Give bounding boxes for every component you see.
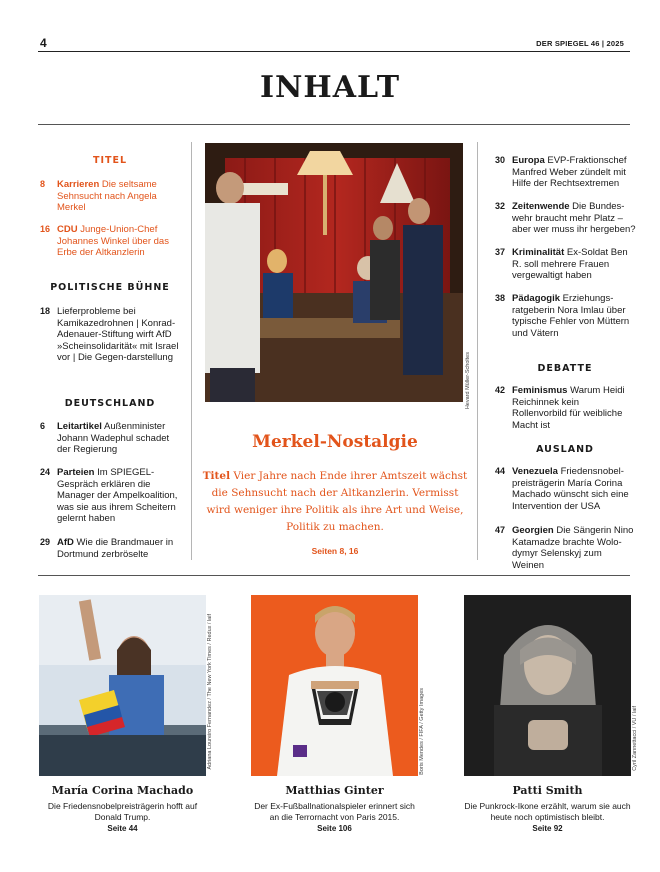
- bottom-rule: [38, 575, 630, 576]
- toc-entry[interactable]: [495, 293, 635, 341]
- machado-photo[interactable]: [39, 595, 206, 776]
- feature-pages[interactable]: Seiten 8, 16: [311, 546, 359, 556]
- caption-name[interactable]: María Corina Machado: [51, 784, 194, 797]
- toc-entry[interactable]: [40, 306, 180, 378]
- toc-entry-page: 44: [495, 466, 506, 476]
- toc-entry[interactable]: [495, 201, 635, 237]
- toc-entry-text: Wie die Brandmauer in Dortmund zerbröselte: [57, 537, 174, 560]
- section-heading-deutschland: DEUTSCHLAND: [64, 398, 156, 409]
- toc-entry-keyword: Europa: [512, 155, 545, 166]
- photo-credit: Hevard Müller-Scholtes: [465, 352, 471, 410]
- toc-entry-page: 47: [495, 525, 506, 535]
- toc-entry-text: Lieferprobleme bei Kamikazedrohnen | Konrad-Adenauer-Stiftung wirft AfD »Scheinsolidarität« mit Israel vor | Die Gegen-darstellung: [57, 306, 179, 364]
- page-number: 4: [40, 36, 47, 50]
- toc-entry[interactable]: [495, 155, 635, 191]
- toc-entry-text: Erziehungs-ratgeberin Nora Imlau über typische Fehler von Müttern und Vätern: [512, 293, 630, 339]
- section-heading-titel: TITEL: [92, 155, 128, 166]
- feature-photo[interactable]: [205, 143, 463, 402]
- toc-entry-page: 16: [40, 224, 51, 234]
- toc-entry-text: Außenminister Johann Wadephul schadet der Regierung: [57, 421, 170, 456]
- toc-entry[interactable]: [40, 179, 180, 215]
- toc-entry-page: 8: [40, 179, 46, 189]
- toc-entry-keyword: Georgien: [512, 525, 554, 536]
- toc-entry-keyword: Parteien: [57, 467, 95, 478]
- toc-entry-keyword: Feminismus: [512, 385, 568, 396]
- caption-page[interactable]: Seite 106: [317, 824, 352, 833]
- caption-name[interactable]: Patti Smith: [512, 784, 583, 797]
- toc-entry-text: EVP-Fraktionschef Manfred Weber zündelt mit Hilfe der Rechtsextremen: [512, 155, 627, 190]
- toc-entry-page: 37: [495, 247, 506, 257]
- toc-entry[interactable]: [495, 385, 635, 431]
- caption-description: Der Ex-Fußballnationalspieler erinnert sich an die Terrornacht von Paris 2015.: [254, 801, 415, 822]
- toc-entry-page: 6: [40, 421, 46, 431]
- caption-name[interactable]: Matthias Ginter: [285, 784, 384, 797]
- toc-entry-keyword: Karrieren: [57, 179, 100, 190]
- toc-entry-keyword: Venezuela: [512, 466, 558, 477]
- toc-entry-page: 24: [40, 467, 51, 477]
- section-heading-debatte: DEBATTE: [537, 363, 593, 374]
- caption-description: Die Punkrock-Ikone erzählt, warum sie auch heute noch optimistisch bleibt.: [464, 801, 631, 822]
- toc-entry-text: Junge-Union-Chef Johannes Winkel über das Erbe der Altkanzlerin: [57, 224, 169, 259]
- toc-entry-page: 38: [495, 293, 506, 303]
- patti-smith-photo[interactable]: [464, 595, 631, 776]
- toc-entry[interactable]: [40, 421, 180, 457]
- ginter-image: [251, 595, 418, 776]
- merkel-scene-image: [205, 143, 463, 402]
- caption-page[interactable]: Seite 44: [107, 824, 138, 833]
- toc-entry-keyword: Kriminalität: [512, 247, 565, 258]
- toc-entry-text: Im SPIEGEL-Gespräch erklären die Manager der Ampelkoalition, was sie aus ihrem Scheitern gelernt haben: [57, 467, 178, 525]
- feature-teaser: [200, 468, 470, 536]
- photo-credit: Adriana Loureiro Fernandez / The New York Times / Redux / laif: [207, 614, 213, 770]
- toc-entry-keyword: CDU: [57, 224, 78, 235]
- feature-text: Vier Jahre nach Ende ihrer Amtszeit wächst die Sehnsucht nach der Altkanzlerin. Vermisst wird weniger ihre Politik als ihre Art und Weise, Politik zu machen.: [206, 470, 468, 533]
- toc-entry-text: Die Sängerin Nino Katamadze brachte Wolo-dymyr Selenskyj zum Weinen: [512, 525, 634, 571]
- ginter-photo[interactable]: [251, 595, 418, 776]
- toc-entry[interactable]: [495, 247, 635, 283]
- column-divider-right: [477, 142, 478, 560]
- patti-smith-image: [464, 595, 631, 776]
- toc-entry[interactable]: [40, 537, 180, 561]
- section-heading-ausland: AUSLAND: [536, 444, 594, 455]
- feature-headline[interactable]: Merkel-Nostalgie: [252, 432, 418, 452]
- toc-entry-page: 32: [495, 201, 506, 211]
- toc-entry[interactable]: [495, 525, 635, 571]
- photo-credit: Cyril Zannettacci / VU / laif: [632, 706, 638, 771]
- machado-image: [39, 595, 206, 776]
- toc-entry-text: Ex-Soldat Ben R. soll mehrere Frauen vergewaltigt haben: [512, 247, 628, 282]
- header-rule: [38, 51, 630, 52]
- title-rule: [38, 124, 630, 125]
- toc-entry-page: 29: [40, 537, 51, 547]
- column-divider-left: [191, 142, 192, 560]
- toc-entry-page: 18: [40, 306, 51, 316]
- caption-page[interactable]: Seite 92: [532, 824, 563, 833]
- toc-entry-text: Die seltsame Sehnsucht nach Angela Merkel: [57, 179, 157, 214]
- masthead: DER SPIEGEL 46 | 2025: [536, 39, 624, 48]
- toc-entry-page: 42: [495, 385, 506, 395]
- toc-entry[interactable]: [40, 467, 180, 527]
- section-heading-politische-buehne: POLITISCHE BÜHNE: [50, 282, 170, 293]
- photo-credit: Boris Mendes / FIFA / Getty Images: [419, 688, 425, 775]
- toc-entry[interactable]: [495, 466, 635, 514]
- toc-entry-page: 30: [495, 155, 506, 165]
- toc-entry[interactable]: [40, 224, 180, 260]
- toc-entry-text: Die Bundes-wehr braucht mehr Platz – aber wer muss ihr hergeben?: [512, 201, 636, 236]
- caption-description: Die Friedensnobelpreisträgerin hofft auf Donald Trump.: [47, 801, 198, 822]
- toc-entry-keyword: AfD: [57, 537, 74, 548]
- page-title: INHALT: [259, 70, 401, 105]
- toc-entry-text: Warum Heidi Reichinnek kein Rollenvorbild für weibliche Macht ist: [512, 385, 625, 431]
- toc-entry-keyword: Pädagogik: [512, 293, 561, 304]
- feature-keyword: Titel: [202, 470, 231, 482]
- toc-entry-keyword: Zeitenwende: [512, 201, 570, 212]
- toc-entry-keyword: Leitartikel: [57, 421, 102, 432]
- toc-entry-text: Friedensnobel-preisträgerin María Corina Machado wünscht sich eine Intervention der USA: [512, 466, 629, 512]
